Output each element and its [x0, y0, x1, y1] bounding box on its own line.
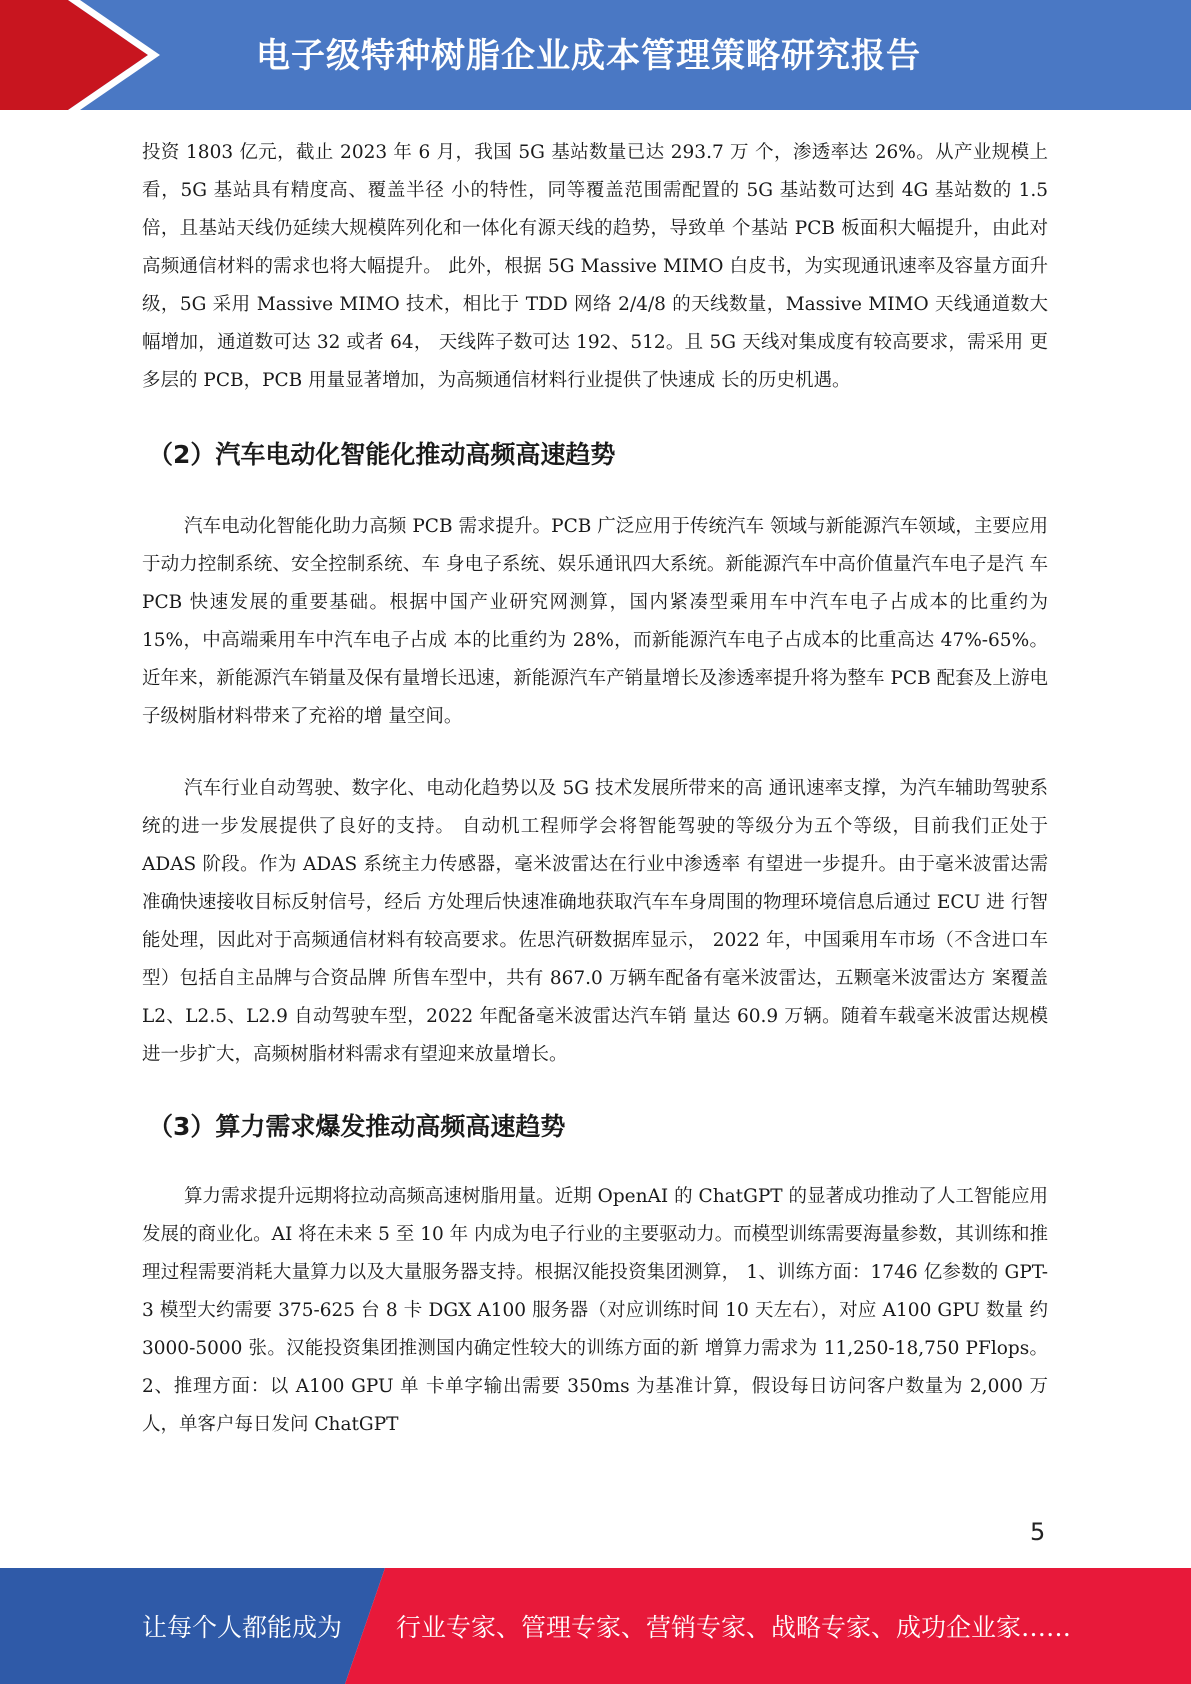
page-content	[142, 134, 1048, 1444]
page-header	[0, 0, 1191, 110]
report-title: 电子级特种树脂企业成本管理策略研究报告	[256, 36, 921, 76]
section-2-paragraph-2: 汽车行业自动驾驶、数字化、电动化趋势以及 5G 技术发展所带来的高 通讯速率支撑，为汽车辅助驾驶系统的进一步发展提供了良好的支持。 自动机工程师学会将智能驾驶的等级分为五个等级，目前我们正处于 ADAS 阶段。作为 ADAS 系统主力传感器，毫米波雷达在行业中渗透率 有望进一步提升。由于毫米波雷达需准确快速接收目标反射信号，经后 方处理后快速准确地获取汽车车身周围的物理环境信息后通过 ECU 进 行智能处理，因此对于高频通信材料有较高要求。佐思汽研数据库显示， 2022 年，中国乘用车市场（不含进口车型）包括自主品牌与合资品牌 所售车型中，共有 867.0 万辆车配备有毫米波雷达，五颗毫米波雷达方 案覆盖 L2、L2.5、L2.9 自动驾驶车型，2022 年配备毫米波雷达汽车销 量达 60.9 万辆。随着车载毫米波雷达规模进一步扩大，高频树脂材料需求有望迎来放量增长。	[142, 778, 1048, 1065]
page-footer	[0, 1568, 1191, 1684]
section-3-paragraph-1: 算力需求提升远期将拉动高频高速树脂用量。近期 OpenAI 的 ChatGPT 的显著成功推动了人工智能应用发展的商业化。AI 将在未来 5 至 10 年 内成为电子行业的主要驱动力。而模型训练需要海量参数，其训练和推 理过程需要消耗大量算力以及大量服务器支持。根据汉能投资集团测算， 1、训练方面：1746 亿参数的 GPT-3 模型大约需要 375-625 台 8 卡 DGX A100 服务器（对应训练时间 10 天左右），对应 A100 GPU 数量 约 3000-5000 张。汉能投资集团推测国内确定性较大的训练方面的新 增算力需求为 11,250-18,750 PFlops。2、推理方面：以 A100 GPU 单 卡单字输出需要 350ms 为基准计算，假设每日访问客户数量为 2,000 万人，单客户每日发问 ChatGPT	[142, 1186, 1048, 1435]
page-number: 5	[1030, 1518, 1046, 1546]
footer-slogan-right: 行业专家、管理专家、营销专家、战略专家、成功企业家……	[396, 1613, 1072, 1642]
section-2-heading: （2）汽车电动化智能化推动高频高速趋势	[148, 440, 616, 469]
red-chevron-icon	[0, 0, 160, 110]
section-2-paragraph-1: 汽车电动化智能化助力高频 PCB 需求提升。PCB 广泛应用于传统汽车 领域与新能源汽车领域，主要应用于动力控制系统、安全控制系统、车 身电子系统、娱乐通讯四大系统。新能源汽车中高价值量汽车电子是汽 车 PCB 快速发展的重要基础。根据中国产业研究网测算，国内紧凑型乘用车中汽车电子占成本的比重约为 15%，中高端乘用车中汽车电子占成 本的比重约为 28%，而新能源汽车电子占成本的比重高达 47%-65%。 近年来，新能源汽车销量及保有量增长迅速，新能源汽车产销量增长及渗透率提升将为整车 PCB 配套及上游电子级树脂材料带来了充裕的增 量空间。	[142, 516, 1048, 727]
footer-slogan-left: 让每个人都能成为	[142, 1613, 343, 1642]
section-3-heading: （3）算力需求爆发推动高频高速趋势	[148, 1112, 566, 1141]
intro-paragraph: 投资 1803 亿元，截止 2023 年 6 月，我国 5G 基站数量已达 293.7 万 个，渗透率达 26%。从产业规模上看，5G 基站具有精度高、覆盖半径 小的特性，同等覆盖范围需配置的 5G 基站数可达到 4G 基站数的 1.5 倍，且基站天线仍延续大规模阵列化和一体化有源天线的趋势，导致单 个基站 PCB 板面积大幅提升，由此对高频通信材料的需求也将大幅提升。 此外，根据 5G Massive MIMO 白皮书，为实现通讯速率及容量方面升 级，5G 采用 Massive MIMO 技术，相比于 TDD 网络 2/4/8 的天线数量，Massive MIMO 天线通道数大幅增加，通道数可达 32 或者 64， 天线阵子数可达 192、512。且 5G 天线对集成度有较高要求，需采用 更多层的 PCB，PCB 用量显著增加，为高频通信材料行业提供了快速成 长的历史机遇。	[142, 142, 1048, 391]
